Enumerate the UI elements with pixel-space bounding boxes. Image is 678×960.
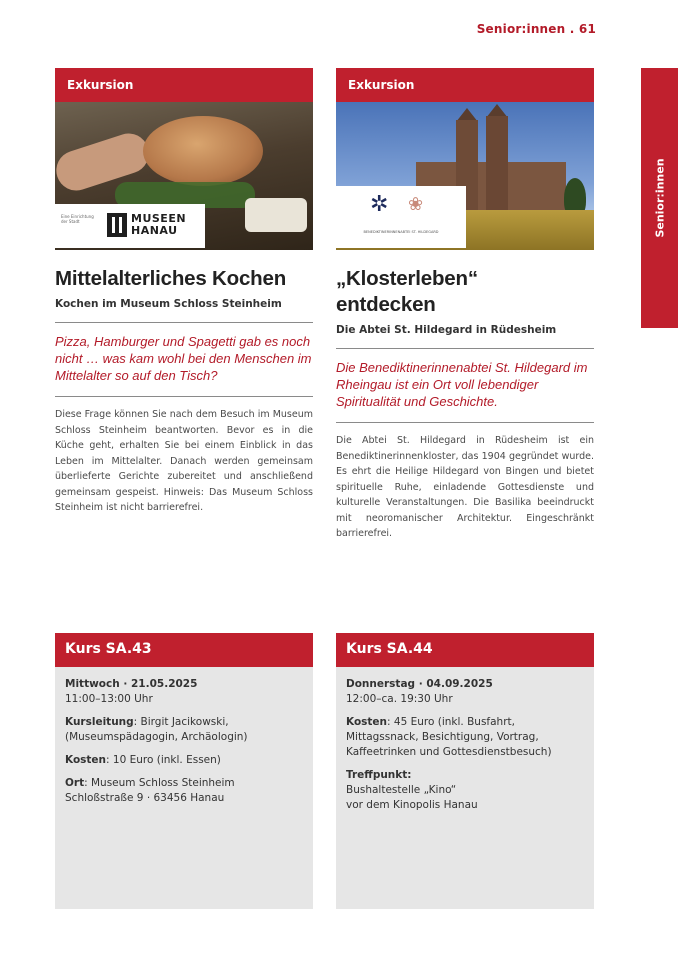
abbey-photo: [336, 102, 594, 250]
event-teaser: Pizza, Hamburger und Spagetti gab es noch nicht … was kam wohl bei den Menschen im Mittelalter so auf den Tisch?: [55, 334, 312, 383]
museum-logo-icon: [107, 213, 127, 237]
divider: [55, 322, 313, 323]
event-subtitle: Die Abtei St. Hildegard in Rüdesheim: [336, 324, 557, 336]
category-bar: Exkursion: [336, 68, 594, 102]
course-leitung: Kursleitung: Birgit Jacikowski, (Museumspädagogin, Archäologin): [65, 716, 248, 743]
course-box-sa43: [55, 633, 313, 909]
category-bar: Exkursion: [55, 68, 313, 102]
section-tab-label: Senior:innen: [653, 158, 666, 238]
course-date: Mittwoch · 21.05.2025: [65, 678, 198, 690]
course-title: Kurs SA.43: [55, 633, 313, 667]
course-date: Donnerstag · 04.09.2025: [346, 678, 493, 690]
palm-icon: ✲: [370, 192, 389, 217]
course-time: 12:00–ca. 19:30 Uhr: [346, 693, 453, 705]
divider: [336, 422, 594, 423]
event-right: [336, 68, 594, 542]
course-ort: Ort: Museum Schloss Steinheim Schloßstraße 9 · 63456 Hanau: [65, 777, 235, 804]
event-left: [55, 68, 313, 516]
divider: [55, 396, 313, 397]
section-tab: [641, 68, 678, 328]
event-subtitle: Kochen im Museum Schloss Steinheim: [55, 298, 282, 310]
event-title: Mittelalterliches Kochen: [55, 267, 287, 290]
course-title: Kurs SA.44: [336, 633, 594, 667]
course-kosten: Kosten: 45 Euro (inkl. Busfahrt, Mittagssnack, Besichtigung, Vortrag, Kaffeetrinken und Gottesdienstbesuch): [346, 716, 552, 758]
flower-icon: ❀: [408, 194, 424, 215]
course-kosten: Kosten: 10 Euro (inkl. Essen): [65, 754, 221, 766]
cooking-photo: [55, 102, 313, 250]
logo-wordmark: MUSEEN HANAU: [131, 212, 187, 237]
event-description: Die Abtei St. Hildegard in Rüdesheim ist ein Benediktinerinnenkloster, das 1904 gegründet wurde. Es ehrt die Heilige Hildegard von Bingen und bietet spirituelle Ruhe, einladende Gottesdienste und kulturelle Veranstaltungen. Die Basilika beeindruckt mit neoromanischer Architektur. Eingeschränkt barrierefrei.: [336, 435, 594, 539]
course-box-sa44: [336, 633, 594, 909]
course-treffpunkt: Treffpunkt: Bushaltestelle „Kino“ vor dem Kinopolis Hanau: [346, 769, 478, 811]
abbey-logo: [336, 186, 466, 248]
abbey-logo-caption: BENEDIKTINERINNENABTEI ST. HILDEGARD: [363, 230, 439, 234]
event-description: Diese Frage können Sie nach dem Besuch im Museum Schloss Steinheim beantworten. Bevor es in die Küche geht, erhalten Sie bei einem Einblick in das Leben im Mittelalter. Danach werden gemeinsam überlieferte Gerichte zubereitet und anschließend gemeinsam gespeist. Hinweis: Das Museum Schloss Steinheim ist nicht barrierefrei.: [55, 409, 313, 513]
divider: [336, 348, 594, 349]
museen-hanau-logo: [55, 204, 205, 248]
page-header: Senior:innen . 61: [476, 22, 596, 36]
course-time: 11:00–13:00 Uhr: [65, 693, 153, 705]
logo-small-text: Eine Einrichtung der Stadt: [61, 214, 94, 224]
event-title: „Klosterleben“ entdecken: [336, 267, 478, 316]
event-teaser: Die Benediktinerinnenabtei St. Hildegard im Rheingau ist ein Ort voll lebendiger Spiritualität und Geschichte.: [336, 360, 588, 409]
